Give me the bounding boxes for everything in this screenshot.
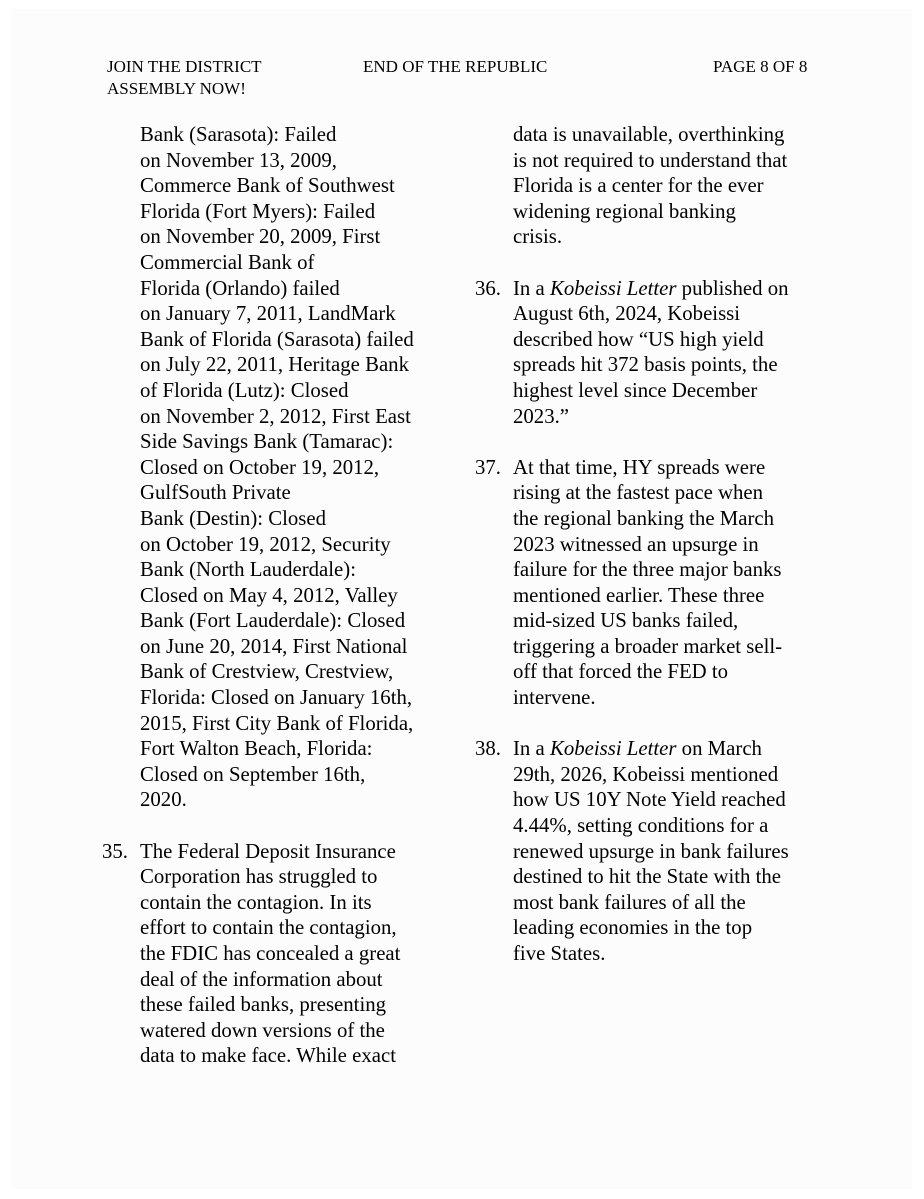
- text-line: Florida is a center for the ever: [513, 174, 764, 198]
- text-line: watered down versions of the: [140, 1018, 385, 1042]
- text-line: August 6th, 2024, Kobeissi: [513, 302, 741, 326]
- text-line: mentioned earlier. These three: [513, 583, 765, 607]
- publication-title: Kobeissi Letter: [549, 737, 677, 761]
- text-line: 2015, First City Bank of Florida,: [140, 711, 414, 735]
- text-line: Bank of Crestview, Crestview,: [140, 660, 394, 684]
- text-line: five States.: [513, 942, 606, 965]
- publication-title: Kobeissi Letter: [549, 276, 677, 300]
- text-line: how US 10Y Note Yield reached: [513, 788, 786, 812]
- text-line: Bank (Sarasota): Failed: [140, 123, 337, 146]
- item-number: 38.: [475, 737, 501, 761]
- text-line: intervene.: [513, 686, 596, 710]
- item-number: 35.: [102, 839, 128, 863]
- text-line: Florida: Closed on January 16th,: [140, 686, 413, 710]
- text-line: Closed on September 16th,: [140, 762, 366, 786]
- text-line: on November 2, 2012, First East: [140, 404, 411, 428]
- text-line: In a Kobeissi Letter published on: [513, 276, 789, 300]
- right-column: [475, 122, 789, 967]
- text-line: Bank of Florida (Sarasota) failed: [140, 327, 414, 351]
- text-line: Bank (Destin): Closed: [140, 506, 326, 530]
- text-line: Bank (North Lauderdale):: [140, 558, 356, 582]
- text-line: contain the contagion. In its: [140, 890, 372, 914]
- text-line: Commercial Bank of: [140, 250, 315, 274]
- list-item-38: [475, 736, 789, 966]
- text-line: widening regional banking: [513, 199, 736, 223]
- text-line: on June 20, 2014, First National: [140, 634, 408, 658]
- text-line: Side Savings Bank (Tamarac):: [140, 430, 394, 454]
- text-line: 2023 witnessed an upsurge in: [513, 532, 759, 556]
- header-left-line2: ASSEMBLY NOW!: [107, 79, 246, 98]
- item-number: 37.: [475, 455, 501, 479]
- text-line: of Florida (Lutz): Closed: [140, 378, 349, 402]
- left-column: [102, 122, 414, 1069]
- page-number: PAGE 8 OF 8: [713, 57, 808, 76]
- text-line: destined to hit the State with the: [513, 865, 782, 889]
- text-line: Florida (Orlando) failed: [140, 276, 340, 300]
- text-line: rising at the fastest pace when: [513, 481, 764, 505]
- text-line: mid-sized US banks failed,: [513, 609, 739, 633]
- text-line: deal of the information about: [140, 967, 383, 991]
- list-item-35: [102, 839, 414, 1069]
- text-line: described how “US high yield: [513, 327, 764, 351]
- text-line: on November 20, 2009, First: [140, 225, 381, 249]
- item-35-continuation: [513, 122, 789, 250]
- header-title: END OF THE REPUBLIC: [363, 57, 548, 76]
- text-line: on July 22, 2011, Heritage Bank: [140, 353, 409, 377]
- text-line: effort to contain the contagion,: [140, 916, 397, 940]
- text-line: crisis.: [513, 225, 563, 249]
- list-item-37: [475, 455, 789, 711]
- text-line: on January 7, 2011, LandMark: [140, 302, 396, 326]
- text-line: data is unavailable, overthinking: [513, 123, 785, 146]
- text-line: on November 13, 2009,: [140, 148, 337, 172]
- text-line: Closed on May 4, 2012, Valley: [140, 583, 398, 607]
- text-line: Florida (Fort Myers): Failed: [140, 199, 376, 223]
- text-line: is not required to understand that: [513, 148, 788, 172]
- text-line: Corporation has struggled to: [140, 865, 378, 889]
- text-line: Fort Walton Beach, Florida:: [140, 737, 373, 761]
- text-line: 2023.”: [513, 404, 570, 428]
- text-line: the FDIC has concealed a great: [140, 942, 401, 965]
- text-line: At that time, HY spreads were: [513, 455, 766, 479]
- text-line: 2020.: [140, 788, 187, 812]
- text-line: these failed banks, presenting: [140, 993, 387, 1017]
- text-line: Bank (Fort Lauderdale): Closed: [140, 609, 406, 633]
- item-34-continuation: [140, 122, 414, 813]
- text-line: triggering a broader market sell-: [513, 634, 783, 658]
- text-line: highest level since December: [513, 378, 758, 402]
- document-page: [11, 9, 912, 1189]
- text-line: The Federal Deposit Insurance: [140, 839, 396, 863]
- header-left: [107, 56, 262, 100]
- header-left-line1: JOIN THE DISTRICT: [107, 57, 262, 76]
- text-line: 29th, 2026, Kobeissi mentioned: [513, 762, 779, 786]
- list-item-36: [475, 276, 789, 430]
- text-line: leading economies in the top: [513, 916, 753, 940]
- text-line: on October 19, 2012, Security: [140, 532, 391, 556]
- text-line: GulfSouth Private: [140, 481, 291, 505]
- item-number: 36.: [475, 276, 501, 300]
- text-line: failure for the three major banks: [513, 558, 782, 582]
- text-line: data to make face. While exact: [140, 1044, 396, 1068]
- text-line: Closed on October 19, 2012,: [140, 455, 380, 479]
- text-line: Commerce Bank of Southwest: [140, 174, 395, 198]
- text-line: off that forced the FED to: [513, 660, 729, 684]
- text-line: 4.44%, setting conditions for a: [513, 814, 769, 838]
- text-line: spreads hit 372 basis points, the: [513, 353, 778, 377]
- text-line: most bank failures of all the: [513, 890, 746, 914]
- text-line: In a Kobeissi Letter on March: [513, 737, 762, 761]
- text-line: the regional banking the March: [513, 506, 775, 530]
- text-line: renewed upsurge in bank failures: [513, 839, 789, 863]
